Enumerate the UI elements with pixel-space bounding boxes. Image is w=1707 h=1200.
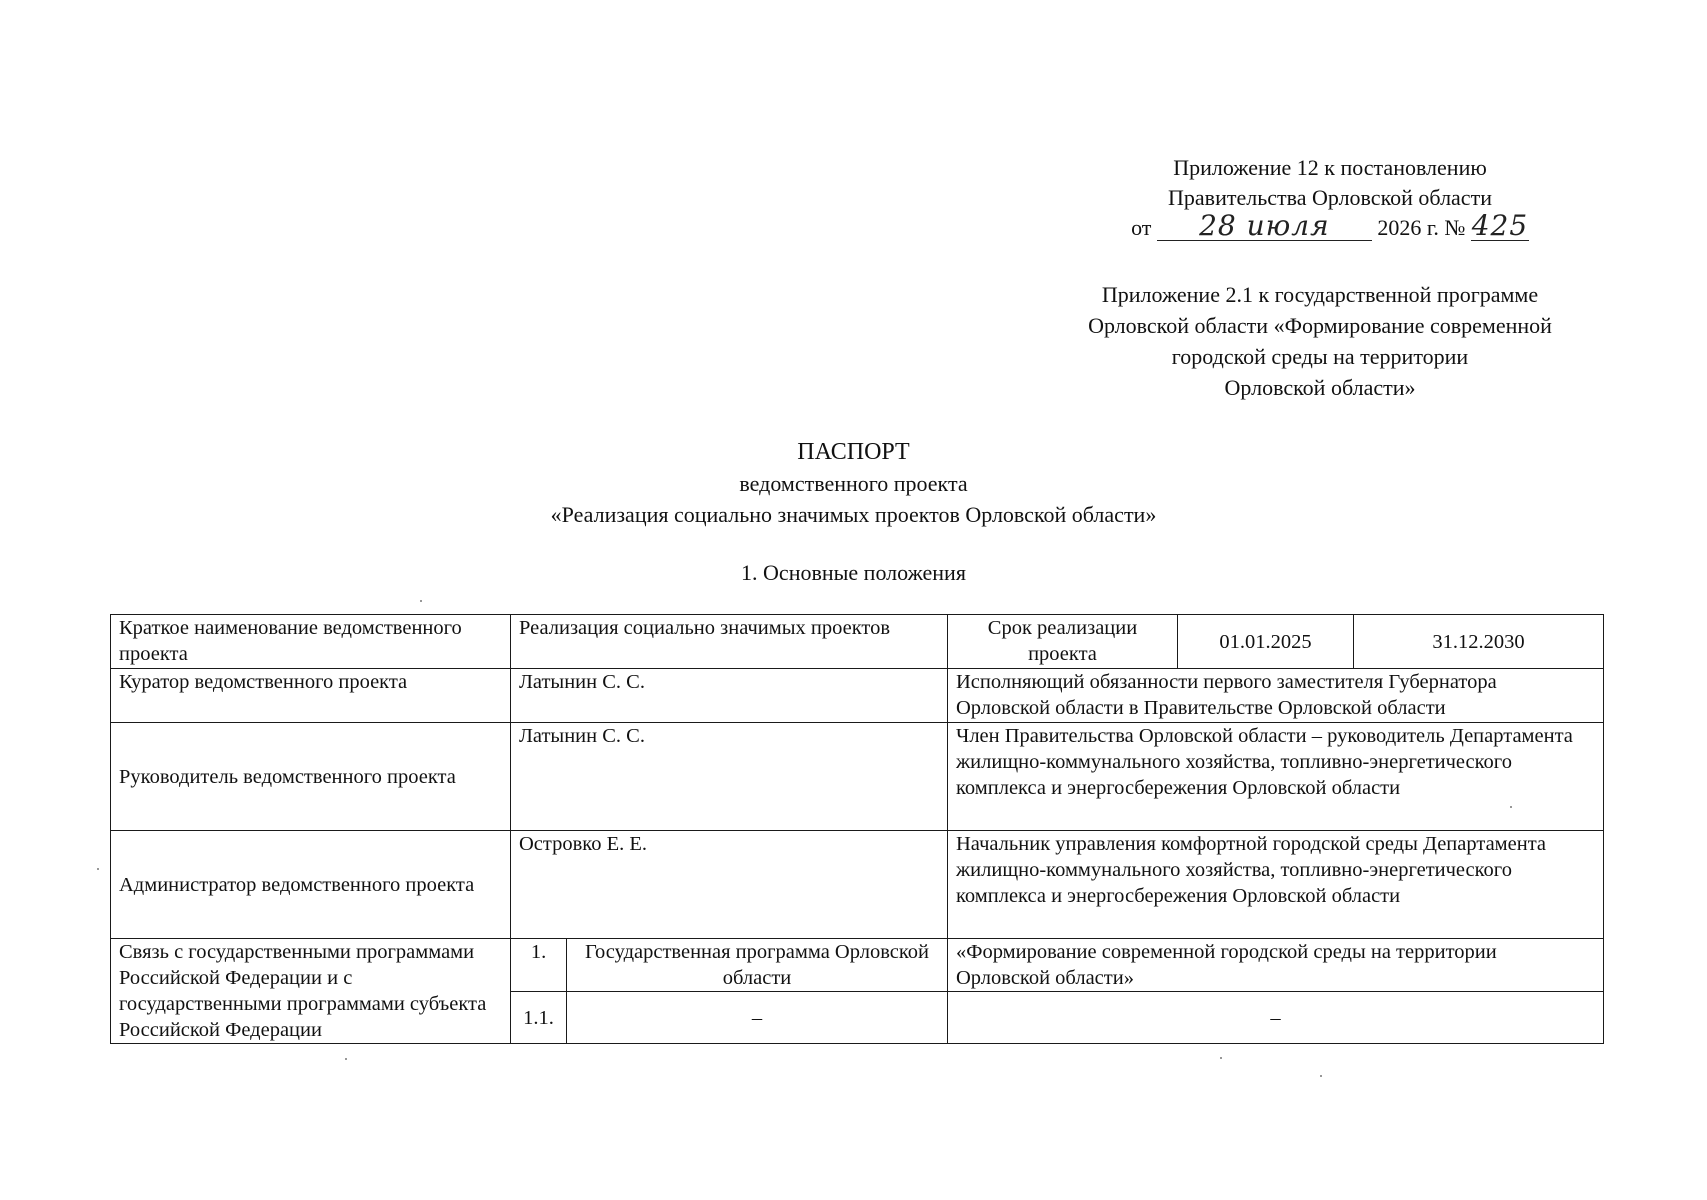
period-label: Срок реализации проекта <box>948 615 1178 669</box>
year-text: 2026 г. № <box>1377 215 1466 240</box>
curator-label: Куратор ведомственного проекта <box>111 669 511 723</box>
approval-line-2: Правительства Орловской области <box>1168 185 1492 210</box>
date-slot <box>1157 209 1372 242</box>
section-heading: 1. Основные положения <box>741 560 966 585</box>
program-name-empty-dash: – <box>948 992 1604 1044</box>
program-empty-dash: – <box>567 992 948 1044</box>
program-link-label: Связь с государственными программами Российской Федерации и с государственными программами субъекта Российской Федерации <box>111 939 511 1044</box>
head-position: Член Правительства Орловской области – руководитель Департамента жилищно-коммунального хозяйства, топливно-энергетического комплекса и энергосбережения Орловской области <box>948 723 1604 831</box>
table-row <box>111 669 1604 723</box>
head-name: Латынин С. С. <box>511 723 948 831</box>
scan-speck <box>345 1058 347 1060</box>
program-appendix-line-4: Орловской области» <box>1224 375 1416 400</box>
handwritten-number: 425 <box>1471 209 1529 242</box>
program-appendix-line-1: Приложение 2.1 к государственной программе <box>1101 282 1539 307</box>
page-title: ПАСПОРТ <box>797 439 910 465</box>
program-type: Государственная программа Орловской области <box>567 939 948 992</box>
program-appendix-line-2: Орловской области «Формирование современной <box>1088 313 1552 338</box>
curator-position: Исполняющий обязанности первого заместителя Губернатора Орловской области в Правительстве Орловской области <box>948 669 1604 723</box>
program-link-number: 1. <box>511 939 567 992</box>
program-name: «Формирование современной городской среды на территории Орловской области» <box>948 939 1604 992</box>
project-name: «Реализация социально значимых проектов Орловской области» <box>550 502 1157 527</box>
administrator-position: Начальник управления комфортной городской среды Департамента жилищно-коммунального хозяйства, топливно-энергетического комплекса и энергосбережения Орловской области <box>948 831 1604 939</box>
period-start: 01.01.2025 <box>1178 615 1354 669</box>
from-label: от <box>1131 215 1152 240</box>
period-end: 31.12.2030 <box>1354 615 1604 669</box>
administrator-label: Администратор ведомственного проекта <box>111 831 511 939</box>
scan-speck <box>1220 1057 1222 1059</box>
approval-block <box>1060 153 1600 243</box>
main-positions-table <box>110 614 1604 1044</box>
handwritten-date: 28 июля <box>1199 209 1330 242</box>
table-row <box>111 615 1604 669</box>
approval-line-1: Приложение 12 к постановлению <box>1173 155 1487 180</box>
program-link-subnumber: 1.1. <box>511 992 567 1044</box>
scan-speck <box>420 600 422 602</box>
table-row <box>111 723 1604 831</box>
short-name-label: Краткое наименование ведомственного проекта <box>111 615 511 669</box>
scan-speck <box>97 868 99 870</box>
table-row <box>111 939 1604 992</box>
program-appendix-block <box>1010 279 1630 403</box>
number-slot <box>1471 209 1529 242</box>
curator-name: Латынин С. С. <box>511 669 948 723</box>
scan-speck <box>1510 806 1512 808</box>
administrator-name: Островко Е. Е. <box>511 831 948 939</box>
program-appendix-line-3: городской среды на территории <box>1171 344 1469 369</box>
head-label: Руководитель ведомственного проекта <box>111 723 511 831</box>
page-subtitle: ведомственного проекта <box>739 471 968 496</box>
approval-date-line <box>1060 209 1600 243</box>
scan-speck <box>1320 1075 1322 1077</box>
title-block <box>350 437 1357 530</box>
short-name-value: Реализация социально значимых проектов <box>511 615 948 669</box>
table-row <box>111 831 1604 939</box>
